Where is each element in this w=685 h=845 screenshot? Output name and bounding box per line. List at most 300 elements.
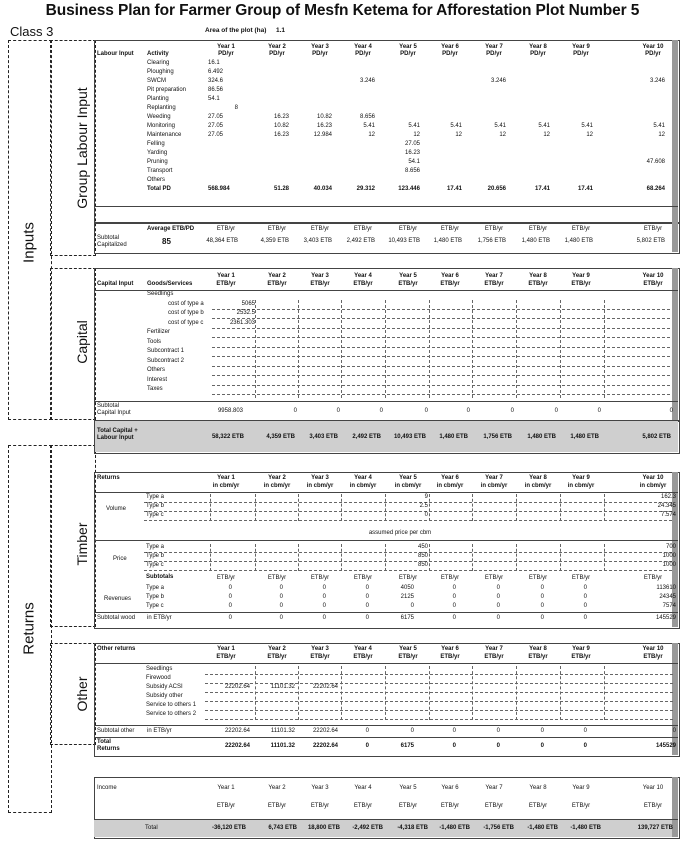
grid-line xyxy=(94,612,678,613)
revenue-value: 0 xyxy=(452,585,456,591)
subtotal-other-value: 0 xyxy=(672,728,676,734)
revenue-value: 0 xyxy=(496,594,500,600)
activity-label: Yarding xyxy=(147,150,168,156)
labour-value: 16.23 xyxy=(316,123,332,129)
labour-value: 6.492 xyxy=(208,69,224,75)
unit-header: PD/yr xyxy=(486,51,502,57)
grid-line xyxy=(385,494,386,521)
revenue-value: 0 xyxy=(279,603,283,609)
subtotal-other-value: 0 xyxy=(410,728,414,734)
grid-line xyxy=(94,290,678,291)
volume-type-label: Type c xyxy=(146,512,164,518)
price-type-label: Type b xyxy=(146,553,165,559)
year-header: Year 3 xyxy=(311,273,329,279)
year-header: Year 1 xyxy=(217,44,235,50)
revenue-value: 0 xyxy=(452,594,456,600)
year-header: Year 3 xyxy=(311,44,329,50)
capital-item-value: 5065 xyxy=(241,300,255,307)
unit-header: ETB/yr xyxy=(310,654,330,660)
income-total-value: -2,492 ETB xyxy=(352,825,383,831)
grid-line xyxy=(472,666,473,720)
subtotal-wood-unit: in ETB/yr xyxy=(147,615,172,621)
subtotal-wood-value: 0 xyxy=(583,615,587,621)
year-header: Year 1 xyxy=(217,646,235,652)
grid-line xyxy=(604,544,605,571)
labour-value: 54.1 xyxy=(208,96,220,102)
activity-label: Ploughing xyxy=(147,69,174,75)
revenue-value: 0 xyxy=(228,603,232,609)
revenue-value: 7574 xyxy=(662,603,676,609)
grid-line xyxy=(516,300,517,398)
year-header: Year 8 xyxy=(529,646,547,652)
income-total-value: -1,480 ETB xyxy=(570,825,601,831)
revenue-value: 0 xyxy=(583,594,587,600)
income-total-value: 18,800 ETB xyxy=(307,825,340,831)
grid-line xyxy=(516,666,517,720)
unit-header: PD/yr xyxy=(645,51,661,57)
grid-line xyxy=(212,318,670,319)
unit-header: ETB/yr xyxy=(528,654,548,660)
total-input-value: 1,480 ETB xyxy=(570,434,599,440)
year-header: Year 2 xyxy=(268,475,286,481)
year-header: Year 7 xyxy=(485,646,503,652)
volume-y10: 24.345 xyxy=(657,503,676,509)
area-value: 1.1 xyxy=(276,27,286,34)
subtotal-other-value: 11101.32 xyxy=(270,728,295,734)
year-header: Year 4 xyxy=(354,273,372,279)
grid-line xyxy=(604,666,605,720)
inputs-label: Inputs xyxy=(20,222,38,263)
unit-header: in cbm/yr xyxy=(394,483,422,489)
capital-subtotal-label: Subtotal Capital Input xyxy=(97,403,131,416)
revenue-value: 0 xyxy=(322,585,326,591)
labour-value: 12 xyxy=(455,132,462,138)
income-total-value: 6,743 ETB xyxy=(268,825,297,831)
labour-value: 8 xyxy=(234,105,238,111)
etb-unit: ETB/yr xyxy=(267,575,287,581)
total-returns-label: Total Returns xyxy=(97,739,120,752)
volume-y10: 162.3 xyxy=(660,494,676,500)
unit-header: ETB/yr xyxy=(643,281,663,287)
unit-header: in cbm/yr xyxy=(567,483,595,489)
subtotal-other-value: 22202.64 xyxy=(312,728,338,734)
capital-item-label: Tools xyxy=(147,338,162,345)
labour-value: 8.656 xyxy=(359,114,375,120)
revenue-value: 0 xyxy=(365,603,369,609)
grid-line xyxy=(94,540,678,541)
subtotal-other-value: 0 xyxy=(540,728,544,734)
grid-line xyxy=(429,666,430,720)
unit-header: PD/yr xyxy=(442,51,458,57)
grid-line xyxy=(255,300,256,398)
grid-line xyxy=(516,494,517,521)
revenue-value: 113610 xyxy=(656,585,676,591)
grid-line xyxy=(385,300,386,398)
year-header: Year 4 xyxy=(354,44,372,50)
capital-subtotal-value: 0 xyxy=(466,408,470,414)
year-header: Year 9 xyxy=(572,475,590,481)
unit-header: ETB/yr xyxy=(267,281,287,287)
unit-header: ETB/yr xyxy=(643,654,663,660)
labour-value: 86.56 xyxy=(208,87,224,93)
capital-subtotal-value: 0 xyxy=(554,408,558,414)
grid-line xyxy=(516,544,517,571)
volume-label: Volume xyxy=(106,506,127,512)
labour-value: 123.446 xyxy=(398,186,420,192)
grid-line xyxy=(144,570,672,571)
labour-value: 16.23 xyxy=(273,114,289,120)
price-note: assumed price per cbm xyxy=(368,530,432,536)
other-item-label: Subsidy other xyxy=(146,693,183,699)
grid-line xyxy=(212,337,670,338)
grid-line xyxy=(212,394,670,395)
etb-unit: ETB/yr xyxy=(216,575,236,581)
grid-line xyxy=(212,385,670,386)
year-header: Year 9 xyxy=(572,785,590,791)
grid-line xyxy=(210,494,211,521)
year-header: Year 8 xyxy=(529,273,547,279)
grid-line xyxy=(560,300,561,398)
activity-label: Pruning xyxy=(147,159,168,165)
labour-value: 5.41 xyxy=(363,123,375,129)
other-label: Other xyxy=(74,676,90,712)
unit-header: in cbm/yr xyxy=(349,483,377,489)
capital-input-header: Capital Input xyxy=(97,281,134,287)
capital-item-label: Subcontract 2 xyxy=(147,357,185,364)
grid-line xyxy=(144,520,672,521)
grid-line xyxy=(298,544,299,571)
revenue-value: 0 xyxy=(496,585,500,591)
year-header: Year 7 xyxy=(485,273,503,279)
class-label: Class 3 xyxy=(10,24,54,39)
unit-header: ETB/yr xyxy=(398,654,418,660)
capital-item-label: Fertilizer xyxy=(147,329,171,335)
subtotal-wood-value: 0 xyxy=(496,615,500,621)
activity-label: Pit preparation xyxy=(147,87,187,93)
grid-line xyxy=(429,300,430,398)
etb-unit: ETB/yr xyxy=(398,575,418,581)
year-header: Year 10 xyxy=(642,273,664,279)
revenue-value: 0 xyxy=(540,585,544,591)
total-input-value: 58,322 ETB xyxy=(211,434,244,440)
grid-line xyxy=(341,300,342,398)
year-header: Year 6 xyxy=(441,273,459,279)
capital-item-label: Taxes xyxy=(147,386,163,392)
unit-header: ETB/yr xyxy=(571,654,591,660)
year-header: Year 5 xyxy=(399,646,417,652)
year-header: Year 5 xyxy=(399,44,417,50)
grid-line xyxy=(212,347,670,348)
unit-header: ETB/yr xyxy=(353,803,373,809)
capital-subtotal-value: 0 xyxy=(424,408,428,414)
grid-line xyxy=(94,819,678,820)
revenue-value: 0 xyxy=(583,603,587,609)
revenue-value: 0 xyxy=(228,594,232,600)
activity-label: Planting xyxy=(147,96,169,102)
revenue-value: 0 xyxy=(322,594,326,600)
activity-label: SWCM xyxy=(147,78,166,84)
price-y5: 850 xyxy=(417,562,428,568)
activity-label: Transport xyxy=(147,168,173,174)
grid-line xyxy=(472,300,473,398)
labour-label: Group Labour Input xyxy=(74,87,90,209)
grid-line xyxy=(94,737,678,738)
year-header: Year 7 xyxy=(485,475,503,481)
grid-line xyxy=(205,692,673,693)
subtotals-label: Subtotals xyxy=(146,574,174,580)
labour-value: 17.41 xyxy=(446,186,462,192)
grid-line xyxy=(212,309,670,310)
unit-header: ETB/yr xyxy=(440,654,460,660)
labour-value: 20.656 xyxy=(487,186,506,192)
revenue-value: 0 xyxy=(410,603,414,609)
goods-header: Goods/Services xyxy=(147,281,193,287)
capital-subtotal-value: 9958.803 xyxy=(217,408,243,414)
labour-value: 12 xyxy=(586,132,593,138)
grid-line xyxy=(298,300,299,398)
volume-y10: 7.574 xyxy=(660,512,676,518)
other-returns-header: Other returns xyxy=(97,646,136,652)
year-header: Year 9 xyxy=(572,646,590,652)
grid-line xyxy=(472,494,473,521)
labour-value: 5.41 xyxy=(408,123,420,129)
subtotal-wood-label: Subtotal wood xyxy=(97,615,136,621)
labour-value: 3.246 xyxy=(490,78,506,84)
other-item-value: 22202.64 xyxy=(224,684,250,690)
subtotal-wood-value: 0 xyxy=(228,615,232,621)
grid-line xyxy=(212,375,670,376)
grid-line xyxy=(429,544,430,571)
year-header: Year 1 xyxy=(217,475,235,481)
total-input-value: 2,492 ETB xyxy=(352,434,381,440)
grid-line xyxy=(210,544,211,571)
year-header: Year 5 xyxy=(399,475,417,481)
unit-header: ETB/yr xyxy=(643,803,663,809)
capital-item-label: cost of type b xyxy=(168,310,204,316)
revenues-label: Revenues xyxy=(104,596,132,602)
subtotal-other-label: Subtotal other xyxy=(97,728,135,734)
revenue-value: 0 xyxy=(279,585,283,591)
revenue-type-label: Type b xyxy=(146,594,165,600)
year-header: Year 9 xyxy=(572,273,590,279)
other-item-label: Seedlings xyxy=(146,666,173,672)
capital-subtotal-value: 0 xyxy=(597,408,601,414)
unit-header: ETB/yr xyxy=(267,654,287,660)
grid-line xyxy=(205,719,673,720)
grid-line xyxy=(560,666,561,720)
price-y10: 700 xyxy=(665,544,676,550)
unit-header: ETB/yr xyxy=(216,803,236,809)
etb-unit: ETB/yr xyxy=(571,575,591,581)
activity-label: Replanting xyxy=(147,105,176,111)
labour-subtotal-value: 1,480 ETB xyxy=(433,238,462,244)
activity-label: Clearing xyxy=(147,60,170,66)
grid-line xyxy=(255,544,256,571)
year-header: Year 9 xyxy=(572,44,590,50)
unit-header: ETB/yr xyxy=(528,281,548,287)
total-returns-value: 11101.32 xyxy=(270,743,295,749)
labour-subtotal-value: 2,492 ETB xyxy=(346,238,375,244)
labour-subtotal-value: 10,493 ETB xyxy=(388,238,420,244)
labour-value: 17.41 xyxy=(577,186,593,192)
unit-header: PD/yr xyxy=(573,51,589,57)
activity-label: Others xyxy=(147,177,166,183)
unit-header: in cbm/yr xyxy=(639,483,667,489)
unit-header: PD/yr xyxy=(530,51,546,57)
total-returns-value: 0 xyxy=(365,743,369,749)
total-input-value: 3,403 ETB xyxy=(309,434,338,440)
labour-value: 12 xyxy=(543,132,550,138)
capital-item-label: Others xyxy=(147,367,166,373)
unit-header: ETB/yr xyxy=(571,803,591,809)
labour-subtotal-value: 48,364 ETB xyxy=(206,238,238,244)
income-total-label: Total xyxy=(145,825,158,831)
unit-header: ETB/yr xyxy=(310,281,330,287)
volume-type-label: Type b xyxy=(146,503,165,509)
activity-label: Felling xyxy=(147,141,165,147)
grid-line xyxy=(604,494,605,521)
capital-subtotal-value: 0 xyxy=(510,408,514,414)
subtotal-wood-value: 0 xyxy=(365,615,369,621)
year-header: Year 2 xyxy=(268,273,286,279)
capital-subtotal-value: 0 xyxy=(293,408,297,414)
activity-header: Activity xyxy=(147,51,169,57)
other-item-value: 22202.64 xyxy=(312,684,338,690)
capital-section xyxy=(94,268,680,422)
labour-value: 27.05 xyxy=(208,123,224,129)
grid-line xyxy=(341,666,342,720)
grid-line xyxy=(560,494,561,521)
labour-value: 16.1 xyxy=(208,60,220,66)
subtotal-other-value: 0 xyxy=(452,728,456,734)
year-header: Year 10 xyxy=(642,475,664,481)
labour-value: 568.984 xyxy=(208,186,230,192)
labour-value: 51.28 xyxy=(273,186,289,192)
grid-line xyxy=(212,356,670,357)
unit-header: PD/yr xyxy=(218,51,234,57)
labour-value: 27.05 xyxy=(208,132,224,138)
price-y10: 1000 xyxy=(662,562,676,568)
labour-value: 12 xyxy=(368,132,375,138)
timber-label: Timber xyxy=(74,522,90,566)
subtotal-wood-value: 0 xyxy=(540,615,544,621)
labour-value: 27.05 xyxy=(404,141,420,147)
unit-header: PD/yr xyxy=(355,51,371,57)
income-total-value: -36,120 ETB xyxy=(211,825,246,831)
labour-value: 27.05 xyxy=(208,114,224,120)
labour-value: 8.656 xyxy=(404,168,420,174)
unit-header: in cbm/yr xyxy=(436,483,464,489)
income-total-value: -4,318 ETB xyxy=(397,825,428,831)
total-returns-value: 0 xyxy=(583,743,587,749)
income-total-value: -1,480 ETB xyxy=(439,825,470,831)
year-header: Year 8 xyxy=(529,44,547,50)
grid-line xyxy=(560,544,561,571)
page-title: Business Plan for Farmer Group of Mesfn Ketema for Afforestation Plot Number 5 xyxy=(45,2,640,19)
year-header: Year 3 xyxy=(311,646,329,652)
etb-unit: ETB/yr xyxy=(353,226,373,232)
capital-subtotal-value: 0 xyxy=(379,408,383,414)
grid-line xyxy=(205,701,673,702)
price-type-label: Type c xyxy=(146,562,164,568)
avg-etb-label: Average ETB/PD xyxy=(147,226,195,232)
etb-unit: ETB/yr xyxy=(398,226,418,232)
volume-type-label: Type a xyxy=(146,494,165,500)
capital-item-label: cost of type a xyxy=(168,300,204,307)
unit-header: ETB/yr xyxy=(440,281,460,287)
labour-value: 12.984 xyxy=(313,132,332,138)
volume-y5: 0 xyxy=(424,512,428,518)
unit-header: ETB/yr xyxy=(398,281,418,287)
subtotal-other-value: 0 xyxy=(365,728,369,734)
revenue-value: 0 xyxy=(540,594,544,600)
total-input-value: 1,756 ETB xyxy=(483,434,512,440)
unit-header: ETB/yr xyxy=(216,654,236,660)
total-input-value: 4,359 ETB xyxy=(266,434,295,440)
labour-value: 12 xyxy=(499,132,506,138)
etb-unit: ETB/yr xyxy=(216,226,236,232)
grid-line xyxy=(94,725,678,726)
year-header: Year 7 xyxy=(485,44,503,50)
other-item-value: 11101.32 xyxy=(270,684,295,690)
subtotal-wood-value: 145529 xyxy=(655,615,676,621)
labour-value: 17.41 xyxy=(534,186,550,192)
labour-value: 3.246 xyxy=(649,78,665,84)
revenue-value: 4050 xyxy=(400,585,414,591)
year-header: Year 10 xyxy=(642,785,664,791)
other-item-label: Service to others 2 xyxy=(146,711,197,717)
grid-line xyxy=(94,663,678,664)
volume-y5: 2.5 xyxy=(419,503,428,509)
labour-value: 54.1 xyxy=(408,159,420,165)
unit-header: PD/yr xyxy=(400,51,416,57)
subtotal-other-unit: in ETB/yr xyxy=(147,728,172,734)
year-header: Year 6 xyxy=(441,44,459,50)
year-header: Year 1 xyxy=(217,273,235,279)
labour-value: 40.034 xyxy=(313,186,332,192)
grid-line xyxy=(341,494,342,521)
other-item-label: Service to others 1 xyxy=(146,702,197,708)
grid-line xyxy=(255,666,256,720)
etb-unit: ETB/yr xyxy=(643,575,663,581)
year-header: Year 6 xyxy=(441,785,459,791)
labour-value: 16.23 xyxy=(273,132,289,138)
price-label: Price xyxy=(113,556,127,562)
etb-unit: ETB/yr xyxy=(353,575,373,581)
grid-line xyxy=(385,544,386,571)
capital-item-label: Interest xyxy=(147,376,168,383)
year-header: Year 2 xyxy=(268,44,286,50)
subtotal-wood-value: 0 xyxy=(452,615,456,621)
total-returns-value: 145529 xyxy=(655,743,676,749)
etb-unit: ETB/yr xyxy=(571,226,591,232)
price-type-label: Type a xyxy=(146,544,165,550)
year-header: Year 8 xyxy=(529,785,547,791)
revenue-value: 0 xyxy=(496,603,500,609)
total-input-value: 5,802 ETB xyxy=(642,434,671,440)
total-input-value: 1,480 ETB xyxy=(527,434,556,440)
revenue-value: 0 xyxy=(452,603,456,609)
capital-subtotal-value: 0 xyxy=(669,408,673,414)
labour-value: 5.41 xyxy=(450,123,462,129)
unit-header: PD/yr xyxy=(269,51,285,57)
grid-line xyxy=(255,494,256,521)
unit-header: ETB/yr xyxy=(440,803,460,809)
capital-item-value: 2361.303 xyxy=(229,319,255,326)
labour-value: 68.264 xyxy=(646,186,665,192)
capital-item-value: 2532.5 xyxy=(236,310,255,316)
income-total-value: -1,756 ETB xyxy=(483,825,514,831)
